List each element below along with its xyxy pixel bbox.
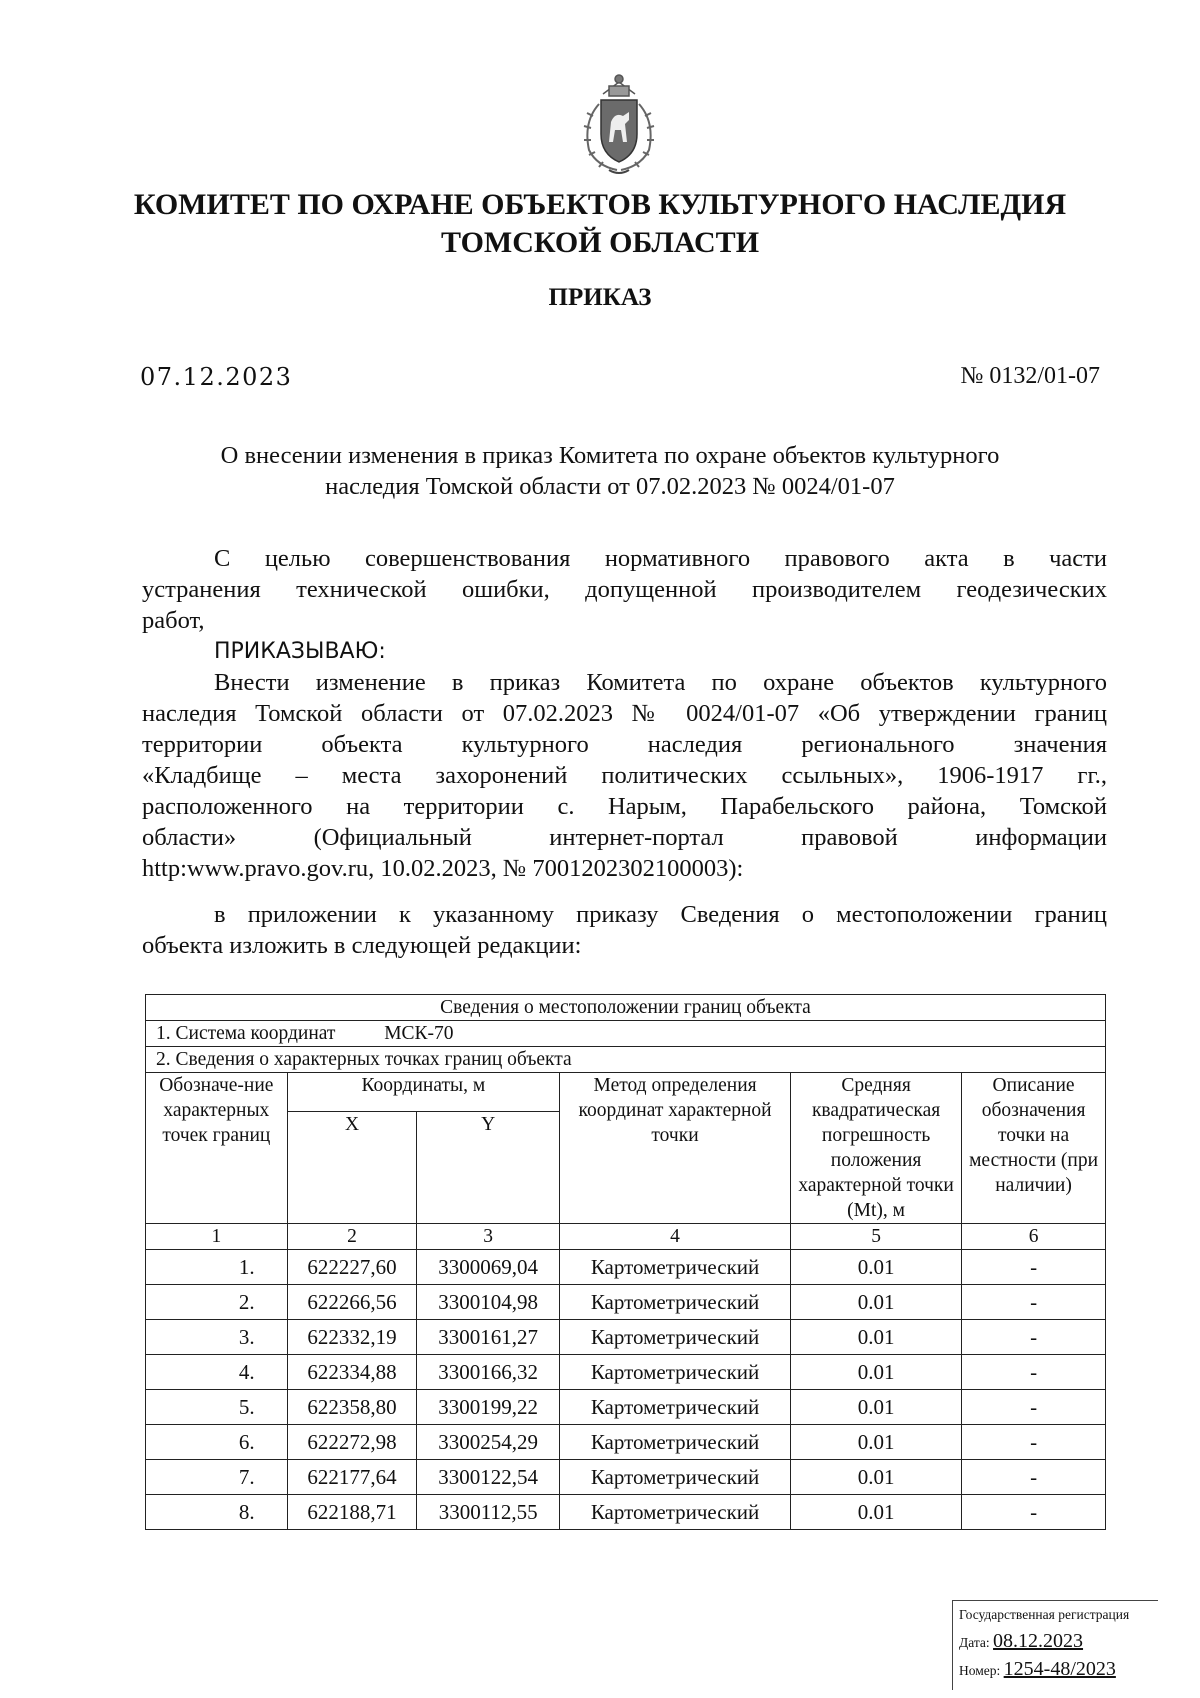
text-line: «Кладбище – места захоронений политических ссыльных», 1906-1917 гг., — [142, 762, 1107, 789]
method: Картометрический — [560, 1495, 791, 1530]
organization-name-line-2: ТОМСКОЙ ОБЛАСТИ — [440, 226, 760, 259]
coord-x: 622358,80 — [287, 1390, 417, 1425]
text-line: С целью совершенствования нормативного правового акта в части — [214, 545, 1107, 572]
coord-y: 3300122,54 — [417, 1460, 560, 1495]
column-number: 5 — [791, 1224, 962, 1250]
table-row — [146, 1390, 1106, 1425]
mean-error: 0.01 — [791, 1390, 962, 1425]
coord-x: 622332,19 — [287, 1320, 417, 1355]
boundary-coordinates-table — [145, 994, 1106, 1530]
order-paragraph — [142, 667, 1107, 884]
description: - — [962, 1425, 1106, 1460]
coord-x: 622177,64 — [287, 1460, 417, 1495]
organization-name-line-1: КОМИТЕТ ПО ОХРАНЕ ОБЪЕКТОВ КУЛЬТУРНОГО НАСЛЕДИЯ — [133, 188, 1067, 221]
description: - — [962, 1495, 1106, 1530]
order-word: ПРИКАЗЫВАЮ: — [214, 639, 386, 664]
description: - — [962, 1250, 1106, 1285]
coord-x: 622188,71 — [287, 1495, 417, 1530]
table-row — [146, 1285, 1106, 1320]
coord-y: 3300161,27 — [417, 1320, 560, 1355]
text-line: в приложении к указанному приказу Сведения о местоположении границ — [214, 901, 1107, 928]
subject-line: О внесении изменения в приказ Комитета по охране объектов культурного — [220, 442, 1000, 469]
coordinate-system-label: 1. Система координат — [156, 1023, 336, 1044]
mean-error: 0.01 — [791, 1495, 962, 1530]
point-number: 1. — [146, 1250, 288, 1285]
text-line: устранения технической ошибки, допущенной производителем геодезических — [142, 576, 1107, 603]
coord-x: 622266,56 — [287, 1285, 417, 1320]
description: - — [962, 1355, 1106, 1390]
column-number-row — [146, 1224, 1106, 1250]
table-row — [146, 1250, 1106, 1285]
header-error: Средняя квадратическая погрешность положения характерной точки (Mt), м — [791, 1073, 962, 1224]
coord-y: 3300104,98 — [417, 1285, 560, 1320]
text-line: наследия Томской области от 07.02.2023 № 0024/01-07 «Об утверждении границ — [142, 700, 1107, 727]
registration-title: Государственная регистрация — [959, 1607, 1130, 1622]
document-type: ПРИКАЗ — [548, 284, 652, 311]
coord-x: 622334,88 — [287, 1355, 417, 1390]
header-method: Метод определения координат характерной точки — [560, 1073, 791, 1224]
text-line: работ, — [142, 607, 205, 634]
mean-error: 0.01 — [791, 1460, 962, 1495]
point-number: 6. — [146, 1425, 288, 1460]
text-line: расположенного на территории с. Нарым, Парабельского района, Томской — [142, 793, 1107, 820]
coat-of-arms-icon — [573, 72, 665, 180]
registration-date-label: Дата: — [959, 1635, 990, 1650]
table-row — [146, 1320, 1106, 1355]
column-number: 2 — [287, 1224, 417, 1250]
point-number: 7. — [146, 1460, 288, 1495]
coordinate-system-value: МСК-70 — [384, 1023, 454, 1044]
registration-date: 08.12.2023 — [993, 1630, 1084, 1652]
text-line: территории объекта культурного наследия регионального значения — [142, 731, 1107, 758]
appendix-paragraph — [142, 899, 1107, 961]
column-number: 4 — [560, 1224, 791, 1250]
preamble-paragraph — [142, 543, 1107, 636]
text-line: http:www.pravo.gov.ru, 10.02.2023, № 7001202302100003): — [142, 855, 744, 882]
point-number: 4. — [146, 1355, 288, 1390]
registration-stamp — [952, 1600, 1158, 1690]
coord-y: 3300069,04 — [417, 1250, 560, 1285]
document-number: № 0132/01-07 — [960, 363, 1100, 389]
mean-error: 0.01 — [791, 1250, 962, 1285]
description: - — [962, 1320, 1106, 1355]
coord-y: 3300199,22 — [417, 1390, 560, 1425]
document-date: 07.12.2023 — [140, 363, 293, 391]
document-subject — [130, 440, 1090, 502]
subject-line: наследия Томской области от 07.02.2023 № 0024/01-07 — [325, 473, 895, 500]
registration-number: 1254-48/2023 — [1003, 1658, 1116, 1680]
header-x: X — [287, 1112, 417, 1224]
header-description: Описание обозначения точки на местности (при наличии) — [962, 1073, 1106, 1224]
mean-error: 0.01 — [791, 1320, 962, 1355]
coord-y: 3300166,32 — [417, 1355, 560, 1390]
text-line: области» (Официальный интернет-портал правовой информации — [142, 824, 1107, 851]
method: Картометрический — [560, 1320, 791, 1355]
method: Картометрический — [560, 1285, 791, 1320]
coordinate-system-row — [146, 1021, 1106, 1047]
table-row — [146, 1425, 1106, 1460]
method: Картометрический — [560, 1250, 791, 1285]
point-number: 2. — [146, 1285, 288, 1320]
mean-error: 0.01 — [791, 1285, 962, 1320]
table-row — [146, 1460, 1106, 1495]
header-y: Y — [417, 1112, 560, 1224]
method: Картометрический — [560, 1390, 791, 1425]
text-line: объекта изложить в следующей редакции: — [142, 932, 582, 959]
coord-x: 622272,98 — [287, 1425, 417, 1460]
column-number: 3 — [417, 1224, 560, 1250]
header-coordinates: Координаты, м — [287, 1073, 559, 1112]
mean-error: 0.01 — [791, 1425, 962, 1460]
table-row — [146, 1495, 1106, 1530]
column-number: 1 — [146, 1224, 288, 1250]
registration-number-label: Номер: — [959, 1663, 1001, 1678]
coord-x: 622227,60 — [287, 1250, 417, 1285]
description: - — [962, 1460, 1106, 1495]
method: Картометрический — [560, 1355, 791, 1390]
header-designation: Обозначе-ние характерных точек границ — [146, 1073, 288, 1224]
column-number: 6 — [962, 1224, 1106, 1250]
description: - — [962, 1285, 1106, 1320]
description: - — [962, 1390, 1106, 1425]
table-row — [146, 1355, 1106, 1390]
method: Картометрический — [560, 1460, 791, 1495]
point-number: 3. — [146, 1320, 288, 1355]
point-number: 5. — [146, 1390, 288, 1425]
points-section-title: 2. Сведения о характерных точках границ объекта — [146, 1047, 1106, 1073]
coord-y: 3300254,29 — [417, 1425, 560, 1460]
point-number: 8. — [146, 1495, 288, 1530]
mean-error: 0.01 — [791, 1355, 962, 1390]
text-line: Внести изменение в приказ Комитета по охране объектов культурного — [214, 669, 1107, 696]
method: Картометрический — [560, 1425, 791, 1460]
table-title: Сведения о местоположении границ объекта — [146, 995, 1106, 1021]
coord-y: 3300112,55 — [417, 1495, 560, 1530]
